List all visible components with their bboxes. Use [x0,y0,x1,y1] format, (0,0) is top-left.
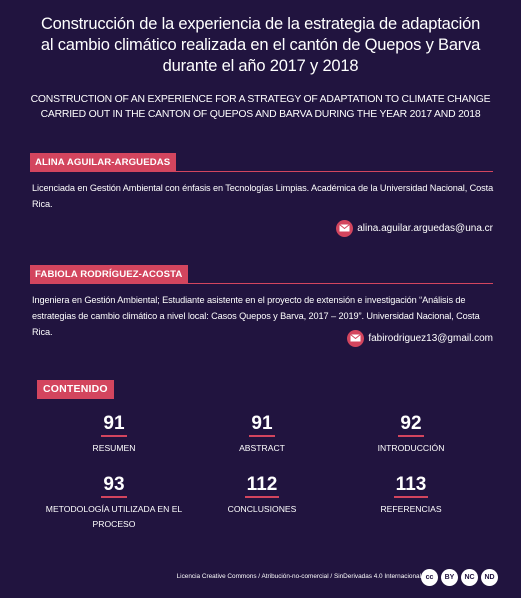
toc-label: CONCLUSIONES [227,504,297,514]
author-email[interactable] [347,329,493,347]
toc-label: RESUMEN [92,443,136,453]
envelope-icon [347,330,364,347]
author-divider [30,283,493,284]
toc-label: REFERENCIAS [380,504,442,514]
nc-icon: NC [461,569,478,586]
toc-item-referencias[interactable] [341,474,481,517]
author-email-text[interactable]: fabirodriguez13@gmail.com [368,332,493,344]
contents-heading: CONTENIDO [37,380,114,399]
toc-page-number: 93 [101,474,126,498]
toc-item-abstract[interactable] [192,413,332,456]
creative-commons-badges[interactable] [421,569,498,586]
toc-item-resumen[interactable] [44,413,184,456]
toc-item-conclusiones[interactable] [192,474,332,517]
license-text: Licencia Creative Commons / Atribución-no-comercial / SinDerivadas 4.0 Internacional [176,573,421,580]
author-name-tag: FABIOLA RODRÍGUEZ-ACOSTA [30,265,188,284]
article-title: Construcción de la experiencia de la estrategia de adaptación al cambio climático realizada en el cantón de Quepos y Barva durante el año 2017 y 2018 [40,15,481,75]
author-name-tag: ALINA AGUILAR-ARGUEDAS [30,153,176,172]
toc-item-metodologia[interactable] [44,474,184,532]
author-description: Ingeniera en Gestión Ambiental; Estudiante asistente en el proyecto de extensión e investigación “Análisis de estrategias de cambio climático a nivel local: Casos Quepos y Barva, 2017 – 2019”. Universidad Nacional, Costa Rica. [32,295,480,337]
author-email[interactable] [336,219,493,237]
toc-item-introduccion[interactable] [341,413,481,456]
toc-label: METODOLOGÍA UTILIZADA EN EL PROCESO [45,504,183,529]
toc-page-number: 112 [245,474,280,498]
cc-icon: cc [421,569,438,586]
toc-page-number: 91 [101,413,126,437]
toc-page-number: 92 [398,413,423,437]
toc-label: ABSTRACT [239,443,285,453]
by-icon: BY [441,569,458,586]
author-email-text[interactable]: alina.aguilar.arguedas@una.cr [357,222,493,234]
toc-page-number: 113 [394,474,429,498]
envelope-icon [336,220,353,237]
author-description: Licenciada en Gestión Ambiental con énfasis en Tecnologías Limpias. Académica de la Universidad Nacional, Costa Rica. [32,183,494,209]
nd-icon: ND [481,569,498,586]
article-subtitle: CONSTRUCTION OF AN EXPERIENCE FOR A STRATEGY OF ADAPTATION TO CLIMATE CHANGE CARRIED OUT IN THE CANTON OF QUEPOS AND BARVA DURING THE YEAR 2017 AND 2018 [30,94,491,120]
author-divider [30,171,493,172]
toc-label: INTRODUCCIÓN [377,443,445,453]
toc-page-number: 91 [249,413,274,437]
